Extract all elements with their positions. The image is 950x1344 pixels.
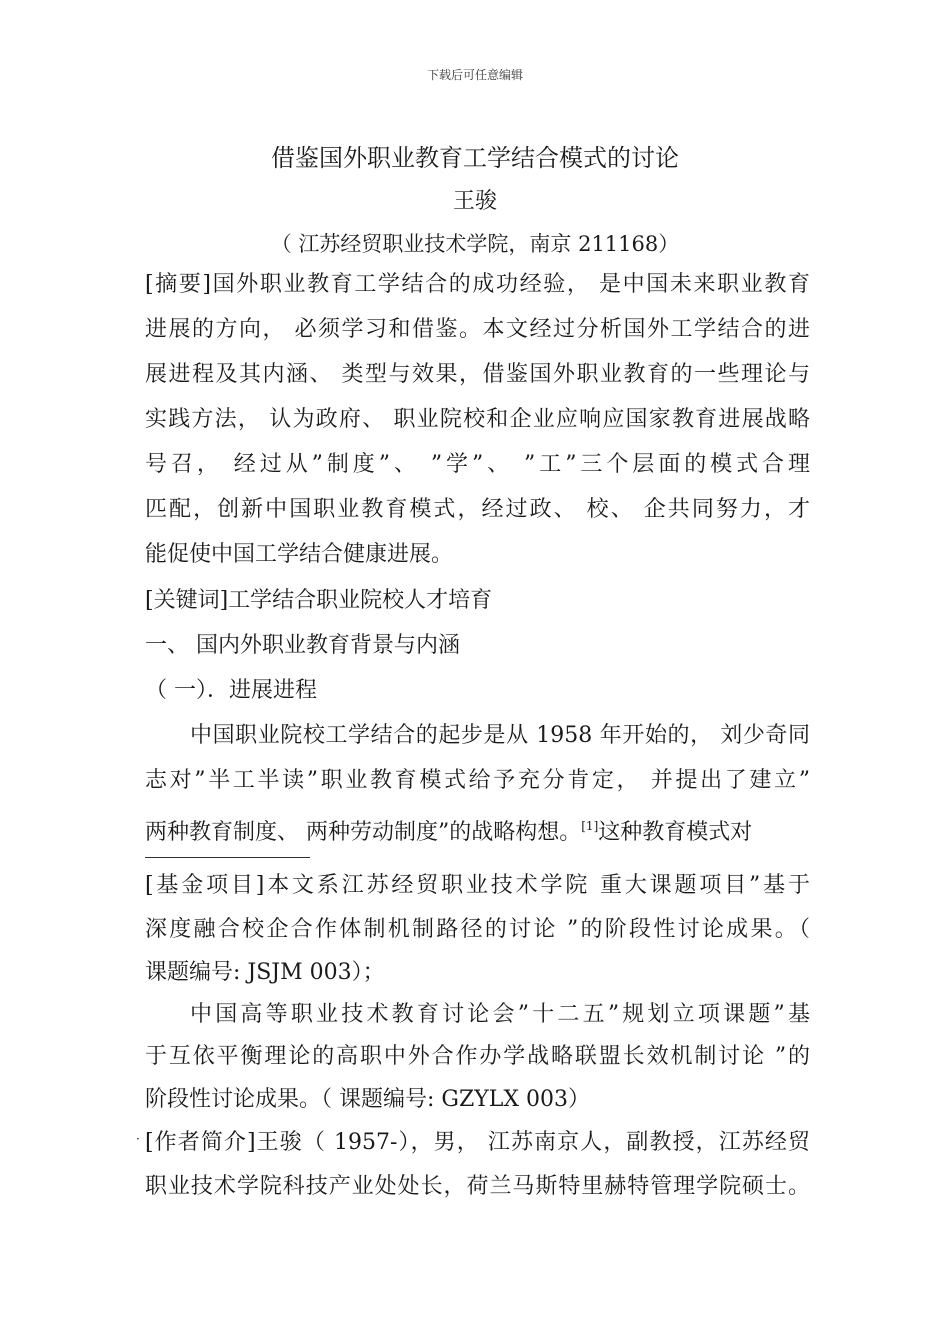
footnote-line: 于互依平衡理论的高职中外合作办学战略联盟长效机制讨论 ”的 (145, 1044, 810, 1069)
body-line: 中国职业院校工学结合的起步是从 1958 年开始的， 刘少奇同 (190, 723, 810, 748)
footnote-line: 职业技术学院科技产业处处长，荷兰马斯特里赫特管理学院硕士。 (145, 1174, 810, 1199)
body-line (145, 811, 810, 848)
author-name: 王骏 (452, 189, 497, 214)
footnote-line: 阶段性讨论成果。（ 课题编号: GZYLX 003） (145, 1087, 591, 1112)
keywords: [关键词]工学结合职业院校人才培育 (145, 588, 493, 613)
abstract-line: 实践方法， 认为政府、 职业院校和企业应响应国家教育进展战略 (145, 407, 810, 432)
abstract-line: 进展的方向， 必须学习和借鉴。本文经过分析国外工学结合的进 (145, 317, 810, 342)
footnote-divider (145, 857, 310, 858)
section-heading: 一、 国内外职业教育背景与内涵 (145, 633, 460, 658)
abstract-line: 号召， 经过从”制度”、 ”学”、 ”工”三个层面的模式合理 (145, 452, 810, 477)
citation-mark: [1] (581, 819, 599, 833)
abstract-line: 匹配，创新中国职业教育模式，经过政、 校、 企共同努力，才 (145, 497, 810, 522)
body-line-tail: 这种教育模式对 (598, 820, 753, 845)
footnote-line: [基金项目]本文系江苏经贸职业技术学院 重大课题项目”基于 (145, 873, 810, 898)
footnote-line: [作者简介]王骏（ 1957-），男， 江苏南京人，副教授，江苏经贸 (145, 1130, 810, 1155)
bullet-dot: · (136, 1132, 140, 1146)
author-affiliation: （ 江苏经贸职业技术学院，南京 211168） (270, 232, 680, 256)
abstract-line: [摘要]国外职业教育工学结合的成功经验， 是中国未来职业教育 (145, 272, 810, 297)
body-line: 志对”半工半读”职业教育模式给予充分肯定， 并提出了建立” (145, 768, 810, 793)
footnote-line: 中国高等职业技术教育讨论会”十二五”规划立项课题”基 (190, 1002, 810, 1027)
subsection-heading: （ 一）．进展进程 (145, 678, 317, 703)
footnote-line: 课题编号: JSJM 003）； (145, 960, 385, 985)
page-header: 下载后可任意编辑 (426, 68, 523, 82)
abstract-line: 展进程及其内涵、 类型与效果，借鉴国外职业教育的一些理论与 (145, 362, 810, 387)
abstract-line: 能促使中国工学结合健康进展。 (145, 542, 454, 567)
body-line-text: 两种教育制度、 两种劳动制度”的战略构想。 (145, 820, 582, 845)
footnote-line: 深度融合校企合作体制机制路径的讨论 ”的阶段性讨论成果。（ (145, 917, 810, 942)
paper-title: 借鉴国外职业教育工学结合模式的讨论 (271, 144, 679, 172)
